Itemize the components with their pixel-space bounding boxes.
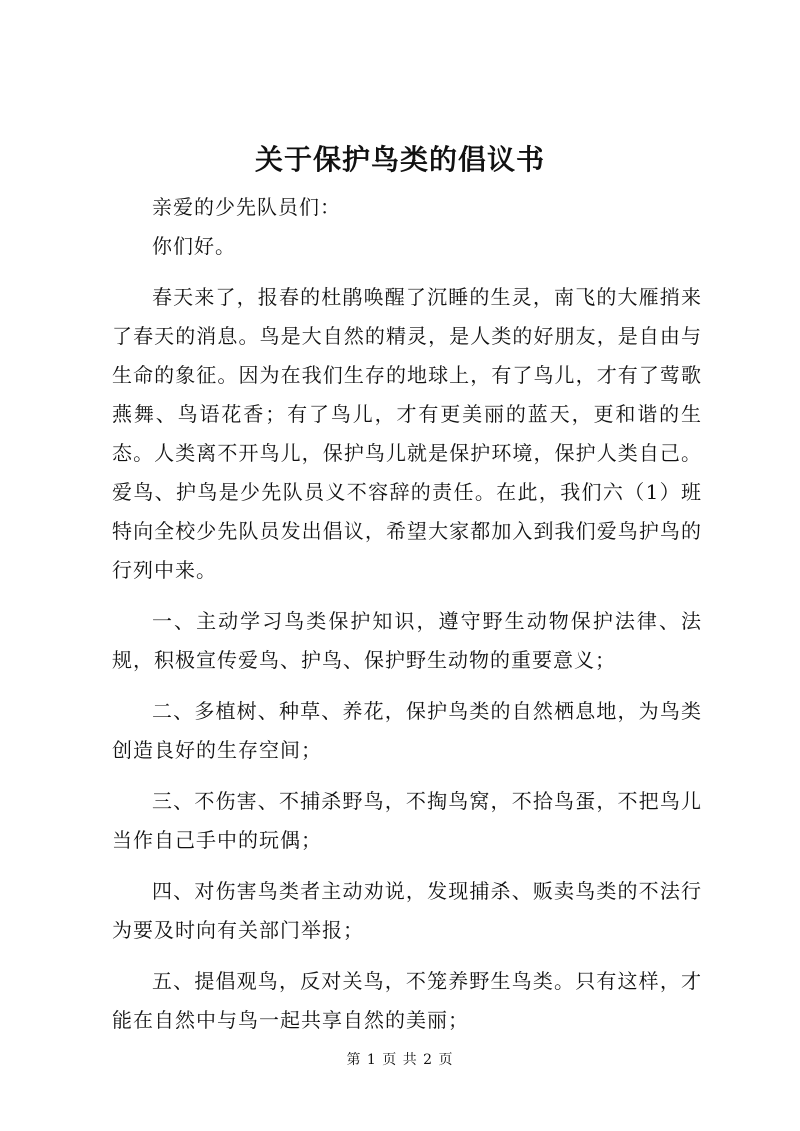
greeting: 你们好。 [152, 234, 236, 258]
intro-paragraph: 春天来了，报春的杜鹃唤醒了沉睡的生灵，南飞的大雁捎来了春天的消息。鸟是大自然的精灵，是人类的好朋友，是自由与生命的象征。因为在我们生存的地球上，有了鸟儿，才有了莺歌燕舞、鸟语花香；有了鸟儿，才有更美丽的蓝天，更和谐的生态。人类离不开鸟儿，保护鸟儿就是保护环境，保护人类自己。爱鸟、护鸟是少先队员义不容辞的责任。在此，我们六（1）班特向全校少先队员发出倡议，希望大家都加入到我们爱鸟护鸟的行列中来。 [112, 285, 702, 582]
proposal-item-5: 五、提倡观鸟，反对关鸟，不笼养野生鸟类。只有这样，才能在自然中与鸟一起共享自然的美丽； [112, 969, 702, 1032]
document-title: 关于保护鸟类的倡议书 [254, 143, 545, 176]
proposal-item-3: 三、不伤害、不捕杀野鸟，不掏鸟窝，不拾鸟蛋，不把鸟儿当作自己手中的玩偶； [112, 789, 702, 852]
proposal-item-1: 一、主动学习鸟类保护知识，遵守野生动物保护法律、法规，积极宣传爱鸟、护鸟、保护野生动物的重要意义； [112, 609, 702, 672]
salutation: 亲爱的少先队员们： [152, 195, 341, 219]
proposal-item-4: 四、对伤害鸟类者主动劝说，发现捕杀、贩卖鸟类的不法行为要及时向有关部门举报； [112, 879, 702, 942]
page-number-footer: 第 1 页 共 2 页 [346, 1052, 454, 1068]
document-body [112, 188, 702, 1040]
proposal-item-2: 二、多植树、种草、养花，保护鸟类的自然栖息地，为鸟类创造良好的生存空间； [112, 699, 702, 762]
